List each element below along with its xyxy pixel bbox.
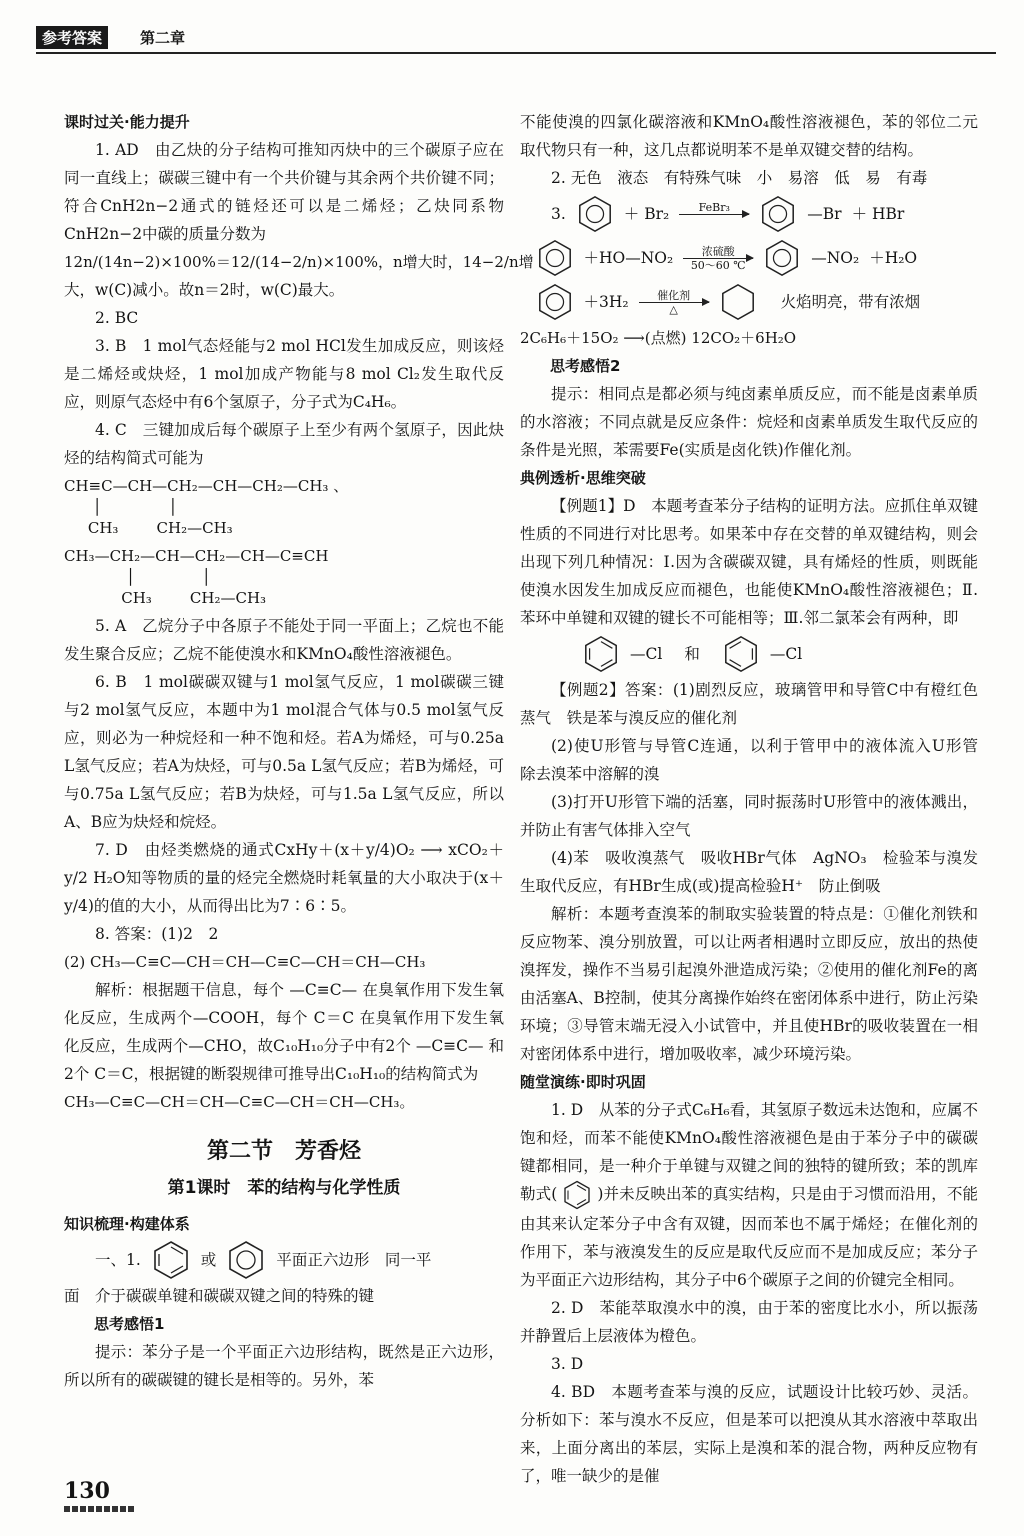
think-heading-2: 思考感悟2 — [550, 357, 621, 375]
structure-1-bonds: │ │ — [64, 498, 178, 516]
heat-label: △ — [669, 302, 678, 316]
nitro-substituent: —NO₂ — [811, 249, 860, 267]
example-2-part-3: (3)打开U形管下端的活塞，同时振荡时U形管中的液体溅出，并防止有害气体排入空气 — [520, 793, 978, 839]
structure-2-branches: CH₃ CH₂—CH₃ — [64, 589, 267, 607]
benzene-kekule-icon — [151, 1240, 191, 1280]
example-1: 【例题1】D 本题考查苯分子结构的证明方法。应抓住单双键性质的不同进行对比思考。如果苯中存在交替的单双键结构，则会出现下列几种情况：Ⅰ.因为含碳碳双键，具有烯烃的性质，则既能使溴水因发生加成反应而褪色，也能使KMnO₄酸性溶液褪色；Ⅱ.苯环中单键和双键的键长不可能相等；Ⅲ.邻二氯苯会有两种，即 — [520, 497, 978, 627]
header-tag: 参考答案 — [36, 26, 108, 49]
left-column — [64, 108, 534, 1394]
structure-1-branches: CH₃ CH₂—CH₃ — [64, 519, 233, 537]
example-2-analysis: 解析：本题考查溴苯的制取实验装置的特点是：①催化剂铁和反应物苯、溴分别放置，可以让两者相遇时立即反应，放出的热使溴挥发，操作不当易引起溴外泄造成污染；②使用的催化剂Fe的离由活塞A、B控制，使其分离操作始终在密闭体系中进行，防止污染环境；③导管末端无浸入小试管中，并且使HBr的吸收装置在一相对密闭体系中进行，增加吸收率，减少环境污染。 — [520, 905, 978, 1063]
arrow-icon-3 — [639, 302, 709, 303]
structure-1: CH≡C—CH—CH₂—CH—CH₂—CH₃ 、 — [64, 477, 349, 495]
reaction-nitration — [520, 236, 978, 280]
catalyst-label-2: 催化剂 — [657, 288, 691, 302]
practice-3: 3. D — [551, 1355, 584, 1373]
nitrobenzene-icon — [763, 239, 801, 277]
temp-label: 50～60 ℃ — [690, 258, 746, 272]
practice-1-text: 1. D 从苯的分子式C₆H₆看，其氢原子数远未达饱和，应属不饱和烃，而苯不能使KMnO₄酸性溶液褪色是由于苯分子中的碳碳键都相同，是一种介于单键与双键之间的独特的键所致；苯的凯库勒式( — [520, 1101, 978, 1203]
hbr-product: ＋ HBr — [851, 205, 905, 223]
water-product: ＋H₂O — [869, 249, 918, 267]
structure-2-bonds: │ │ — [64, 568, 211, 586]
practice-1-continued: )并未反映出苯的真实结构，只是由于习惯而沿用，不能由其来认定苯分子中含有双键，因而苯也不属于烯烃；在催化剂的作用下，苯与液溴发生的反应是取代反应而不是加成反应；苯分子为平面正六边形结构，其分子中6个碳原子之间的价键完全相同。 — [520, 1185, 978, 1289]
hydrogen-reactant: ＋3H₂ — [583, 293, 629, 311]
reaction-arrow-sulfuric — [683, 245, 753, 272]
answer-7: 7. D 由烃类燃烧的通式CxHy＋(x＋y/4)O₂ ⟶ xCO₂＋y/2 H₂O知等物质的量的烃完全燃烧时耗氧量的大小取决于(x＋y/4)的值的大小，从而得出比为7∶6∶5。 — [64, 841, 504, 915]
section-heading-practice: 随堂演练·即时巩固 — [520, 1073, 646, 1091]
answer-8-final-structure: CH₃—C≡C—CH＝CH—C≡C—CH＝CH—CH₃。 — [64, 1093, 415, 1111]
dichlorobenzene-icon-1 — [582, 635, 620, 673]
arrow-icon-2 — [683, 258, 753, 259]
header-rule — [36, 52, 996, 54]
dichlorobenzene-icon-2 — [722, 635, 760, 673]
answer-5: 5. A 乙烷分子中各原子不能处于同一平面上；乙烷也不能发生聚合反应；乙烷不能使溴水和KMnO₄酸性溶液褪色。 — [64, 617, 504, 663]
answer-8-structure: (2) CH₃—C≡C—CH＝CH—C≡C—CH＝CH—CH₃ — [64, 953, 426, 971]
bromo-substituent: —Br — [807, 205, 842, 223]
right-column — [520, 108, 994, 1490]
think-2-text: 提示：相同点是都必须与纯卤素单质反应，而不能是卤素单质的水溶液；不同点就是反应条件：烷烃和卤素单质发生取代反应的条件是光照，苯需要Fe(实质是卤化铁)作催化剂。 — [520, 385, 978, 459]
answer-1-formula: 12n/(14n−2)×100%＝12/(14−2/n)×100%，n增大时，14−2/n增 — [64, 253, 534, 271]
catalyst-label: FeBr₃ — [698, 200, 730, 214]
page-number: 130 — [64, 1478, 110, 1504]
k1-label: 一、1. — [95, 1251, 141, 1269]
answer-3: 3. B 1 mol气态烃能与2 mol HCl发生加成反应，则该烃是二烯烃或炔烃，1 mol加成产物能与8 mol Cl₂发生取代反应，则原气态烃中有6个氢原子，分子式为C₄H₆。 — [64, 337, 504, 411]
k1-or: 或 — [200, 1251, 217, 1269]
dichlorobenzene-row — [520, 632, 978, 676]
benzene-reactant-icon-2 — [536, 239, 574, 277]
practice-2: 2. D 苯能萃取溴水中的溴，由于苯的密度比水小，所以振荡并静置后上层液体为橙色。 — [520, 1299, 978, 1345]
think-heading-1: 思考感悟1 — [94, 1315, 165, 1333]
example-2-part-2: (2)使U形管与导管C连通，以利于管甲中的液体流入U形管 除去溴苯中溶解的溴 — [520, 737, 994, 783]
chloro-substituent-2: —Cl — [769, 645, 803, 663]
example-2: 【例题2】答案：(1)剧烈反应，玻璃管甲和导管C中有橙红色蒸气 铁是苯与溴反应的催化剂 — [520, 681, 978, 727]
flame-description: 火焰明亮，带有浓烟 — [780, 293, 921, 311]
section-heading-ability: 课时过关·能力提升 — [64, 113, 190, 131]
benzene-reactant-icon — [576, 195, 614, 233]
reaction-bromination — [520, 192, 978, 236]
reaction-arrow-catalyst — [639, 289, 709, 316]
practice-4: 4. BD 本题考查苯与溴的反应，试题设计比较巧妙、灵活。分析如下：苯与溴水不反应，但是苯可以把溴从其水溶液中萃取出来，上面分离出的苯层，实际上是溴和苯的混合物，两种反应物有了，唯一缺少的是催 — [520, 1383, 978, 1485]
think-1-text: 提示：苯分子是一个平面正六边形结构，既然是正六边形，所以所有的碳碳键的键长是相等的。另外，苯 — [64, 1343, 504, 1389]
combustion-equation: 2C₆H₆＋15O₂ ⟶(点燃) 12CO₂＋6H₂O — [520, 329, 797, 347]
lesson-title: 第1课时 苯的结构与化学性质 — [167, 1178, 401, 1198]
k1-description: 平面正六边形 同一平 — [276, 1251, 432, 1269]
benzene-reactant-icon-3 — [536, 283, 574, 321]
answer-6: 6. B 1 mol碳碳双键与1 mol氢气反应，1 mol碳碳三键与2 mol氢气反应，本题中为1 mol混合气体与0.5 mol氢气反应，则必为一种烷烃和一种不饱和烃。若A为烯烃，可与0.25a L氢气反应；若A为炔烃，可与0.5a L氢气反应；若B为烯烃，可与0.75a L氢气反应；若B为炔烃，可与1.5a L氢气反应，所以A、B应为炔烃和烷烃。 — [64, 673, 504, 831]
kekule-structure-icon — [562, 1180, 592, 1210]
chloro-substituent-1: —Cl — [630, 645, 663, 663]
answer-1-end: 大，w(C)减小。故n＝2时，w(C)最大。 — [64, 281, 345, 299]
and-label: 和 — [684, 645, 700, 663]
practice-1 — [520, 1096, 978, 1294]
nitric-acid-reactant: ＋HO—NO₂ — [583, 249, 674, 267]
cyclohexane-icon — [719, 283, 757, 321]
page-header — [36, 18, 996, 68]
arrow-icon — [679, 214, 749, 215]
bromobenzene-icon — [759, 195, 797, 233]
benzene-ring-icon — [226, 1240, 266, 1280]
benzene-properties: 2. 无色 液态 有特殊气味 小 易溶 低 易 有毒 — [551, 169, 928, 187]
benzene-structure-row — [64, 1238, 504, 1282]
section-heading-examples: 典例透析·思维突破 — [520, 469, 646, 487]
reaction-arrow-febr3 — [679, 201, 749, 228]
footer-decoration — [64, 1506, 134, 1512]
header-chapter: 第二章 — [140, 29, 186, 47]
reaction-number: 3. — [551, 205, 566, 223]
answer-8-analysis: 解析：根据题干信息，每个 —C≡C— 在臭氧作用下发生氧化反应，生成两个—COOH，每个 C＝C 在臭氧作用下发生氧化反应，生成两个—CHO，故C₁₀H₁₀分子中有2个 —C≡C— 和2个 C＝C，根据键的断裂规律可推导出C₁₀H₁₀的结构简式为 — [64, 981, 504, 1083]
reaction-hydrogenation — [520, 280, 978, 324]
structure-2: CH₃—CH₂—CH—CH₂—CH—C≡CH — [64, 547, 329, 565]
section-title: 第二节 芳香烃 — [206, 1138, 361, 1164]
answer-8: 8. 答案：(1)2 2 — [95, 925, 219, 943]
answer-4: 4. C 三键加成后每个碳原子上至少有两个氢原子，因此炔烃的结构简式可能为 — [64, 421, 504, 467]
answer-1: 1. AD 由乙炔的分子结构可推知丙炔中的三个碳原子应在同一直线上；碳碳三键中有一个共价键与其余两个共价键不同；符合CnH2n−2通式的链烃还可以是二烯烃；乙炔同系物CnH2n−2中碳的质量分数为 — [64, 141, 504, 243]
right-continued: 不能使溴的四氯化碳溶液和KMnO₄酸性溶液褪色，苯的邻位二元取代物只有一种，这几点都说明苯不是单双键交替的结构。 — [520, 113, 978, 159]
answer-2: 2. BC — [95, 309, 139, 327]
bromine-reactant: ＋ Br₂ — [623, 205, 670, 223]
acid-label: 浓硫酸 — [701, 244, 735, 258]
section-heading-knowledge: 知识梳理·构建体系 — [64, 1215, 190, 1233]
example-2-part-4: (4)苯 吸收溴蒸气 吸收HBr气体 AgNO₃ 检验苯与溴发生取代反应，有HBr生成(或)提高检验H⁺ 防止倒吸 — [520, 849, 978, 895]
k1-continued: 面 介于碳碳单键和碳碳双键之间的特殊的键 — [64, 1287, 375, 1305]
